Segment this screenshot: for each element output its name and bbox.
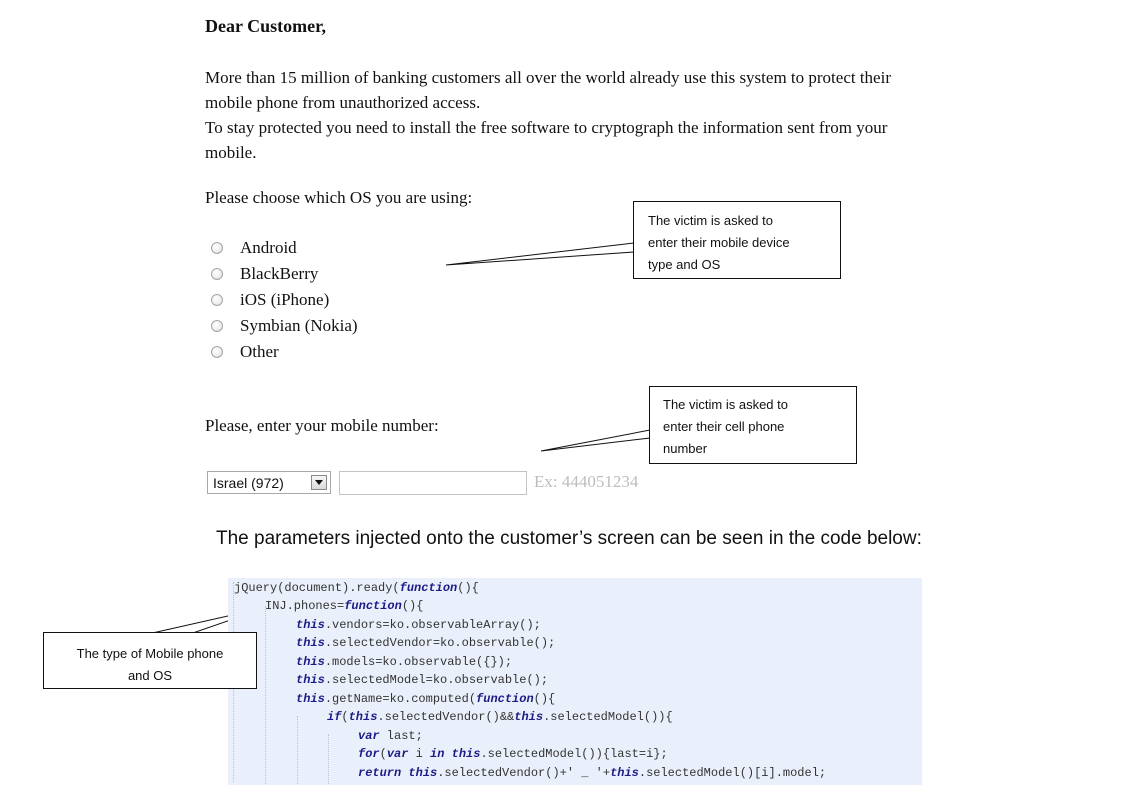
callout-code — [43, 632, 257, 689]
os-option-label: Android — [240, 238, 297, 257]
country-code-value: Israel (972) — [213, 474, 284, 491]
callout-line: enter their cell phone — [663, 419, 785, 434]
callout-line: The victim is asked to — [648, 213, 773, 228]
intro-line: mobile phone from unauthorized access. — [205, 93, 481, 112]
phone-example-hint: Ex: 444051234 — [534, 472, 639, 491]
callout-line: The victim is asked to — [663, 397, 788, 412]
greeting: Dear Customer, — [205, 16, 326, 36]
os-option-label: BlackBerry — [240, 264, 319, 283]
callout-line: number — [663, 441, 708, 456]
code-block — [228, 578, 922, 785]
code-line: jQuery(document).ready(function(){ — [234, 581, 479, 595]
os-option-label: Other — [240, 342, 279, 361]
code-line: this.vendors=ko.observableArray(); — [296, 618, 541, 632]
os-option-label: Symbian (Nokia) — [240, 316, 358, 335]
indent-guide — [265, 606, 266, 784]
callout-pointer-os — [446, 243, 634, 265]
os-prompt: Please choose which OS you are using: — [205, 188, 473, 207]
callout-line: The type of Mobile phone — [76, 646, 224, 661]
code-line: this.selectedModel=ko.observable(); — [296, 673, 549, 687]
callout-pointer-phone — [541, 430, 650, 451]
indent-guide — [328, 734, 329, 784]
code-line: INJ.phones=function(){ — [265, 599, 424, 613]
code-line: if(this.selectedVendor()&&this.selectedModel()){ — [327, 710, 673, 724]
intro-line: More than 15 million of banking customers all over the world already use this system to protect their — [205, 68, 891, 87]
callout-line: and OS — [127, 668, 173, 683]
code-line: var last; — [358, 729, 423, 743]
code-line: this.selectedVendor=ko.observable(); — [296, 636, 556, 650]
code-caption: The parameters injected onto the customer’s screen can be seen in the code below: — [216, 528, 922, 549]
callout-phone — [649, 386, 857, 464]
indent-guide — [297, 716, 298, 784]
code-line: return this.selectedVendor()+' _ '+this.selectedModel()[i].model; — [358, 766, 827, 780]
intro-line: To stay protected you need to install the free software to cryptograph the information sent from your — [205, 118, 888, 137]
callout-os — [633, 201, 841, 279]
intro-line: mobile. — [205, 143, 257, 162]
phone-prompt: Please, enter your mobile number: — [205, 416, 439, 435]
code-line: for(var i in this.selectedModel()){last=i}; — [358, 747, 668, 761]
code-line: this.models=ko.observable({}); — [296, 655, 513, 669]
callout-line: type and OS — [648, 257, 721, 272]
code-line: this.getName=ko.computed(function(){ — [296, 692, 556, 706]
callout-line: enter their mobile device — [648, 235, 790, 250]
os-option-label: iOS (iPhone) — [240, 290, 330, 309]
